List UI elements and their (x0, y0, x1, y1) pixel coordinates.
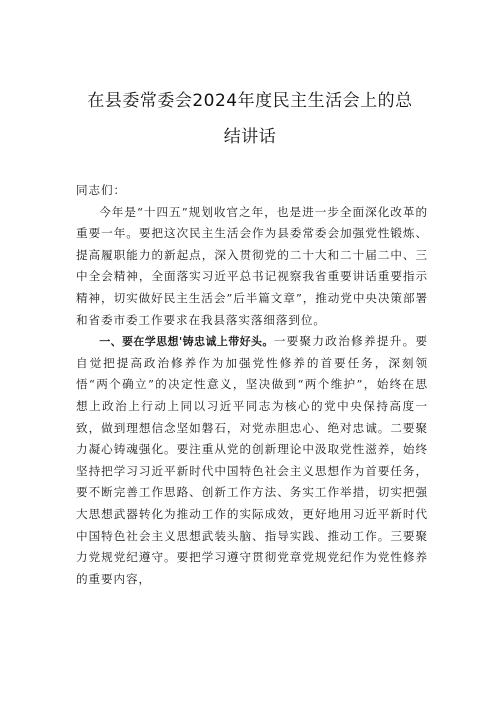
paragraph-section-1 (76, 331, 428, 590)
salutation: 同志们： (76, 183, 126, 197)
section-1-heading: 一、要在学思想'铸忠诚上带好头。 (99, 335, 274, 349)
paragraph-intro: 今年是“十四五”规划收官之年，也是进一步全面深化改革的重要一年。要把这次民主生活会作为县委常委会加强党性锻炼、提高履职能力的新起点，深入贯彻党的二十大和二十届二中、三中全会精神，全面落实习近平总书记视察我省重要讲话重要指示精神，切实做好民主生活会”后半篇文章”，推动党中央决策部署和省委市委工作要求在我县落实落细落到位。 (76, 204, 428, 327)
document-title-line-2: 结讲话 (223, 127, 277, 147)
document-body (76, 180, 428, 590)
section-1-text: 一要聚力政治修养提升。要自觉把提高政治修养作为加强党性修养的首要任务，深刻领悟“两个确立”的决定性意义，坚决做到“两个维护”，始终在思想上政治上行动上同以习近平同志为核心的党中央保持高度一致，做到理想信念坚如磐石，对党赤胆忠心、绝对忠诚。二要聚力凝心铸魂强化。要注重从党的创新理论中汲取党性滋养，始终坚持把学习习近平新时代中国特色社会主义思想作为首要任务，要不断完善工作思路、创新工作方法、务实工作举措，切实把强大思想武器转化为推动工作的实际成效，更好地用习近平新时代中国特色社会主义思想武装头脑、指导实践、推动工作。三要聚力党规党纪遵守。要把学习遵守贯彻党章党规党纪作为党性修养的重要内容， (76, 334, 428, 586)
document-title-line-1: 在县委常委会2024年度民主生活会上的总 (87, 91, 413, 111)
